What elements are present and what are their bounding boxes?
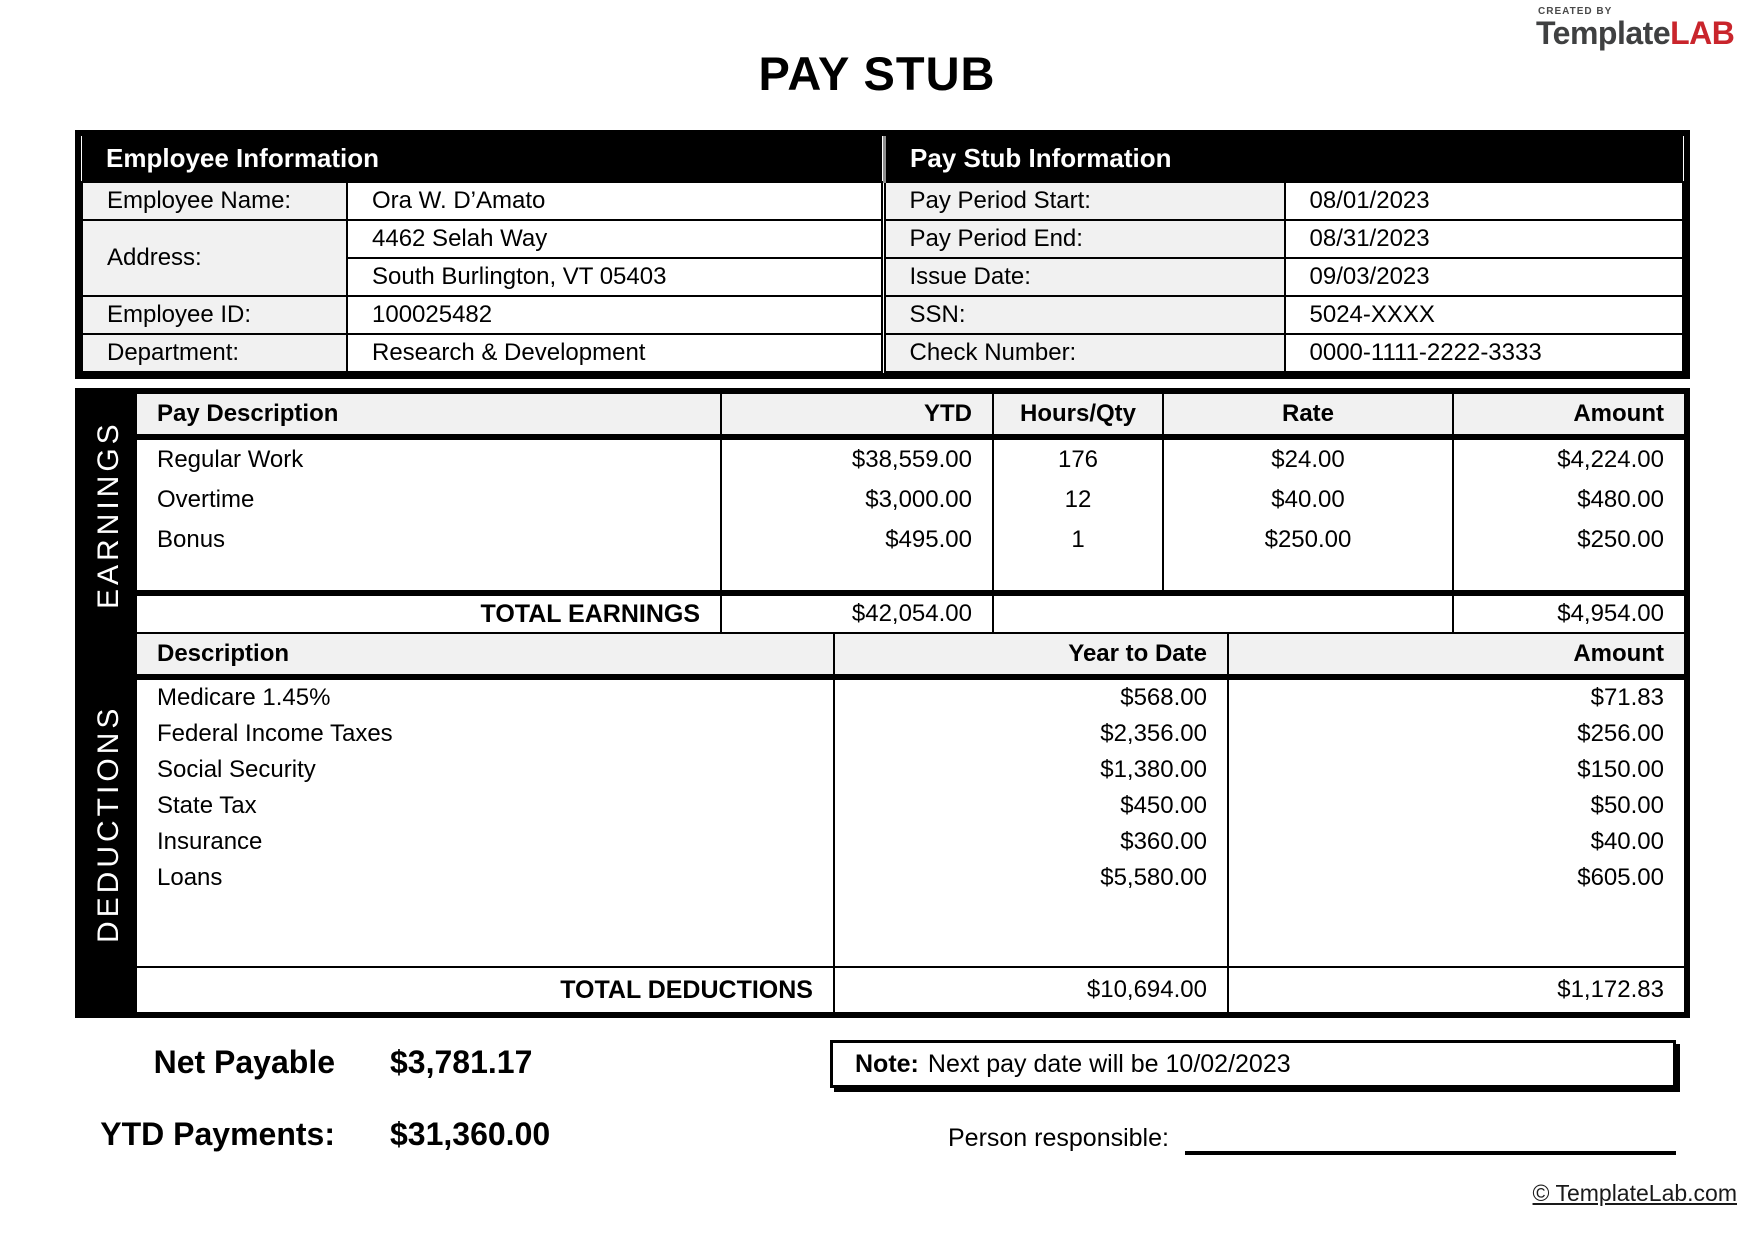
table-row [885, 296, 1684, 334]
cell-qty: 12 [994, 480, 1164, 520]
cell-ytd: $495.00 [722, 520, 994, 560]
department-label: Department: [82, 334, 347, 372]
employee-id-value: 100025482 [347, 296, 882, 334]
net-payable-row [75, 1040, 532, 1085]
address-label: Address: [82, 220, 347, 296]
cell-amount: $50.00 [1590, 792, 1664, 819]
cell-empty [137, 896, 835, 966]
copyright-link[interactable]: © TemplateLab.com [1532, 1180, 1737, 1206]
earnings-section-label: EARNINGS [92, 420, 125, 610]
ytd-payments-row [75, 1112, 550, 1157]
earnings-row [137, 480, 1684, 520]
cell-rate: $40.00 [1164, 480, 1454, 520]
deductions-section-label: DEDUCTIONS [92, 704, 125, 944]
earnings-row [137, 520, 1684, 560]
deductions-filler-row [137, 896, 1684, 966]
deductions-header-row [137, 634, 1684, 680]
person-responsible-field [948, 1124, 1676, 1155]
pay-period-end-value: 08/31/2023 [1285, 220, 1684, 258]
table-row [885, 334, 1684, 372]
total-earnings-label: TOTAL EARNINGS [137, 596, 722, 632]
net-payable-value: $3,781.17 [390, 1044, 533, 1080]
person-responsible-label: Person responsible: [948, 1124, 1169, 1152]
cell-amount: $605.00 [1577, 864, 1664, 891]
logo-lab-text: LAB [1670, 15, 1735, 51]
pay-period-end-label: Pay Period End: [885, 220, 1285, 258]
paystub-info-table [883, 136, 1684, 373]
table-row [82, 334, 882, 372]
deduction-row [137, 752, 1684, 788]
cell-desc: Insurance [137, 824, 835, 860]
earnings-header-rate: Rate [1164, 394, 1454, 434]
cell-amount: $250.00 [1577, 526, 1664, 553]
table-row [885, 258, 1684, 296]
cell-rate: $250.00 [1164, 520, 1454, 560]
earnings-row [137, 440, 1684, 480]
cell-empty [994, 596, 1454, 632]
cell-empty [1454, 560, 1684, 590]
earnings-header-ytd: YTD [722, 394, 994, 434]
cell-amount: $71.83 [1590, 684, 1664, 711]
cell-qty: 1 [994, 520, 1164, 560]
cell-amount: $4,224.00 [1557, 446, 1664, 473]
earnings-body [137, 440, 1684, 590]
issue-date-label: Issue Date: [885, 258, 1285, 296]
employee-name-label: Employee Name: [82, 182, 347, 220]
cell-qty: 176 [994, 440, 1164, 480]
check-number-value: 0000-1111-2222-3333 [1285, 334, 1684, 372]
total-earnings-ytd: $42,054.00 [722, 596, 994, 632]
deductions-body [137, 680, 1684, 966]
cell-ytd: $360.00 [835, 824, 1229, 860]
cell-empty [835, 896, 1229, 966]
cell-empty [1164, 560, 1454, 590]
section-sidebar [81, 394, 137, 1012]
total-deductions-ytd: $10,694.00 [835, 968, 1229, 1012]
table-row [885, 220, 1684, 258]
cell-empty [722, 560, 994, 590]
cell-ytd: $3,000.00 [722, 480, 994, 520]
address-line1-value: 4462 Selah Way [347, 220, 882, 258]
total-deductions-label: TOTAL DEDUCTIONS [137, 968, 835, 1012]
earnings-header-qty: Hours/Qty [994, 394, 1164, 434]
cell-ytd: $1,380.00 [835, 752, 1229, 788]
department-value: Research & Development [347, 334, 882, 372]
cell-ytd: $5,580.00 [835, 860, 1229, 896]
cell-amount: $256.00 [1577, 720, 1664, 747]
net-payable-label: Net Payable [153, 1044, 335, 1080]
cell-desc: Bonus [137, 520, 722, 560]
logo-template-text: Template [1536, 15, 1671, 51]
cell-desc: Medicare 1.45% [137, 680, 835, 716]
deductions-header-ytd: Year to Date [835, 634, 1229, 674]
cell-empty [137, 560, 722, 590]
ssn-label: SSN: [885, 296, 1285, 334]
total-deductions-amount: $1,172.83 [1557, 976, 1664, 1003]
issue-date-value: 09/03/2023 [1285, 258, 1684, 296]
deduction-row [137, 824, 1684, 860]
earnings-header-amount: Amount [1573, 400, 1664, 427]
cell-desc: Loans [137, 860, 835, 896]
cell-desc: Overtime [137, 480, 722, 520]
deduction-row [137, 680, 1684, 716]
total-earnings-amount: $4,954.00 [1557, 600, 1664, 627]
ssn-value: 5024-XXXX [1285, 296, 1684, 334]
cell-amount: $150.00 [1577, 756, 1664, 783]
cell-ytd: $2,356.00 [835, 716, 1229, 752]
info-tables [75, 130, 1690, 379]
cell-empty [1229, 896, 1684, 966]
table-row [82, 182, 882, 220]
page-title: PAY STUB [758, 47, 996, 100]
check-number-label: Check Number: [885, 334, 1285, 372]
total-deductions-row [137, 966, 1684, 1012]
earnings-filler-row [137, 560, 1684, 590]
note-text: Next pay date will be 10/02/2023 [927, 1049, 1291, 1078]
table-row [885, 182, 1684, 220]
earnings-header-row [137, 394, 1684, 440]
total-earnings-row [137, 590, 1684, 634]
employee-id-label: Employee ID: [82, 296, 347, 334]
pay-period-start-label: Pay Period Start: [885, 182, 1285, 220]
logo-created-by: CREATED BY [1538, 6, 1613, 17]
templatelab-logo [1536, 6, 1736, 51]
paystub-info-header: Pay Stub Information [885, 136, 1684, 182]
pay-period-start-value: 08/01/2023 [1285, 182, 1684, 220]
cell-amount: $40.00 [1590, 828, 1664, 855]
cell-ytd: $568.00 [835, 680, 1229, 716]
earnings-deductions-block [75, 388, 1690, 1018]
employee-info-header: Employee Information [82, 136, 882, 182]
cell-desc: State Tax [137, 788, 835, 824]
deductions-header-desc: Description [137, 634, 835, 674]
table-row [82, 296, 882, 334]
person-responsible-signature-line[interactable] [1185, 1127, 1676, 1155]
note-box [830, 1040, 1676, 1088]
cell-desc: Federal Income Taxes [137, 716, 835, 752]
earnings-header-desc: Pay Description [137, 394, 722, 434]
deduction-row [137, 860, 1684, 896]
table-row [82, 220, 882, 258]
cell-desc: Regular Work [137, 440, 722, 480]
address-line2-value: South Burlington, VT 05403 [347, 258, 882, 296]
cell-amount: $480.00 [1577, 486, 1664, 513]
cell-desc: Social Security [137, 752, 835, 788]
note-prefix: Note: [855, 1049, 919, 1078]
cell-empty [994, 560, 1164, 590]
cell-rate: $24.00 [1164, 440, 1454, 480]
cell-ytd: $450.00 [835, 788, 1229, 824]
cell-ytd: $38,559.00 [722, 440, 994, 480]
deduction-row [137, 716, 1684, 752]
ytd-payments-value: $31,360.00 [390, 1116, 551, 1152]
employee-info-table [81, 136, 883, 373]
deductions-header-amount: Amount [1573, 640, 1664, 667]
deduction-row [137, 788, 1684, 824]
ytd-payments-label: YTD Payments: [100, 1116, 335, 1152]
employee-name-value: Ora W. D’Amato [347, 182, 882, 220]
tables-content [137, 394, 1684, 1012]
